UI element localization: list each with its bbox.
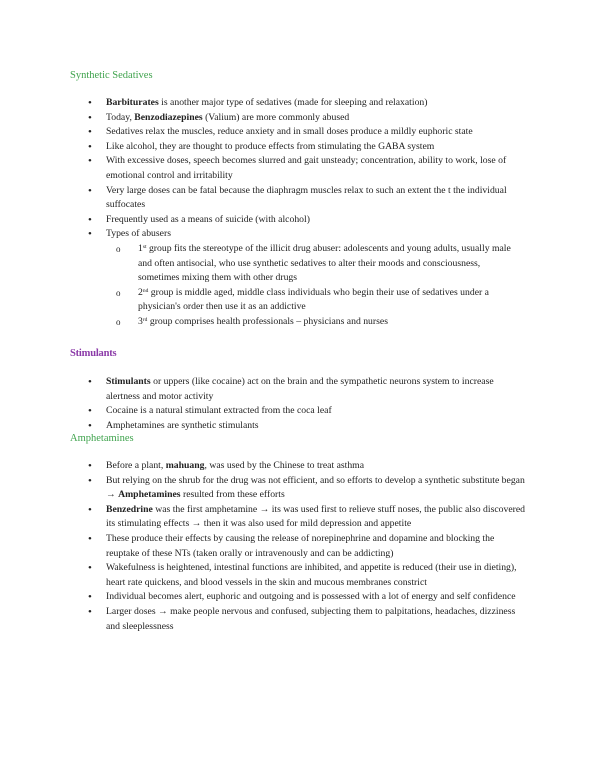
item-text: resulted from these efforts: [180, 489, 285, 501]
section-heading-synthetic-sedatives: Synthetic Sedatives: [70, 70, 153, 81]
sub-list-abuser-types: [106, 242, 526, 330]
sub-list-item: [104, 286, 519, 315]
bold-term: Benzedrine: [106, 503, 153, 515]
item-text: These produce their effects by causing the release of norepinephrine and dopamine and blocking the reuptake of these NTs (taken orally or intravenously and can be addicting): [106, 532, 495, 559]
item-text: or uppers (like cocaine) act on the brain and the sympathetic neurons system to increase alertness and motor activity: [106, 376, 494, 402]
bold-term: Barbiturates: [106, 97, 159, 108]
item-text: was the first amphetamine → its was used first to relieve stuff noses, the public also discovered its stimulating effects → then it was also used for mild depression and appetite: [106, 503, 525, 530]
item-text: , was used by the Chinese to treat asthma: [204, 460, 365, 471]
list-item: [0, 184, 526, 213]
section-heading-amphetamines: Amphetamines: [70, 433, 134, 444]
item-text: But relying on the shrub for the drug was not efficient, and so efforts to develop a synthetic substitute began →: [106, 474, 525, 501]
item-text: With excessive doses, speech becomes slurred and gait unsteady; concentration, ability to work, lose of emotional control and irritability: [106, 155, 507, 181]
item-text: Types of abusers: [106, 228, 171, 240]
bullet-list-stimulants: [0, 375, 526, 433]
list-item: [0, 140, 526, 155]
item-text: Frequently used as a means of suicide (with alcohol): [106, 213, 310, 225]
list-item: [0, 213, 526, 228]
sub-list-item: [104, 242, 519, 286]
item-text: group comprises health professionals – physicians and nurses: [147, 315, 388, 327]
sub-list-item: [104, 315, 519, 330]
ordinal-suffix: nd: [142, 287, 149, 294]
item-text: Larger doses → make people nervous and confused, subjecting them to palpitations, headaches, dizziness and sleeplessness: [106, 605, 516, 632]
bold-term: mahuang: [165, 460, 205, 471]
item-text: Cocaine is a natural stimulant extracted from the coca leaf: [106, 405, 332, 417]
bold-term: Benzodiazepines: [134, 111, 203, 123]
bold-term: Amphetamines: [118, 489, 181, 501]
item-text: Very large doses can be fatal because the diaphragm muscles relax to such an extent the t the individual suffocates: [106, 184, 507, 211]
item-text: group fits the stereotype of the illicit drug abuser: adolescents and young adults, usually male and often antisocial, who use synthetic sedatives to alter their moods and consciousness, sometimes mixing them with other drugs: [138, 242, 511, 284]
item-text: (Valium) are more commonly abused: [202, 111, 350, 123]
list-item: [0, 404, 526, 419]
item-text: Before a plant,: [106, 460, 166, 471]
section-heading-stimulants: Stimulants: [70, 348, 117, 359]
ordinal-number: 1: [138, 242, 143, 254]
item-text: Individual becomes alert, euphoric and outgoing and is possessed with a lot of energy and self confidence: [106, 591, 516, 603]
list-item: [0, 227, 526, 329]
list-item: [0, 96, 526, 111]
list-item: [0, 590, 526, 605]
list-item: [0, 125, 526, 140]
bold-term: Stimulants: [106, 376, 151, 387]
ordinal-suffix: st: [142, 243, 147, 250]
ordinal-number: 3: [138, 315, 143, 327]
bullet-list-amphetamines: [0, 459, 526, 634]
list-item: [0, 459, 526, 474]
item-text: is another major type of sedatives (made for sleeping and relaxation): [158, 97, 428, 108]
item-text: Sedatives relax the muscles, reduce anxiety and in small doses produce a mildly euphoric state: [106, 126, 473, 138]
list-item: [0, 111, 526, 126]
list-item: [0, 605, 526, 634]
list-item: [0, 561, 526, 590]
item-text: Amphetamines are synthetic stimulants: [106, 419, 259, 431]
list-item: [0, 154, 526, 183]
list-item: [0, 503, 526, 532]
bullet-list-synthetic-sedatives: [0, 96, 526, 330]
list-item: [0, 375, 526, 404]
item-text: group is middle aged, middle class individuals who begin their use of sedatives under a physician's order then use it as an addictive: [138, 286, 489, 313]
ordinal-number: 2: [138, 286, 143, 298]
ordinal-suffix: rd: [142, 316, 148, 323]
list-item: [0, 532, 526, 561]
item-text: Wakefulness is heightened, intestinal functions are inhibited, and appetite is reduced (their use in dieting), heart rate quickens, and blood vessels in the skin and mucous membranes constrict: [106, 562, 517, 588]
item-text: Like alcohol, they are thought to produce effects from stimulating the GABA system: [106, 140, 435, 152]
item-text: Today,: [106, 111, 135, 123]
list-item: [0, 474, 526, 503]
